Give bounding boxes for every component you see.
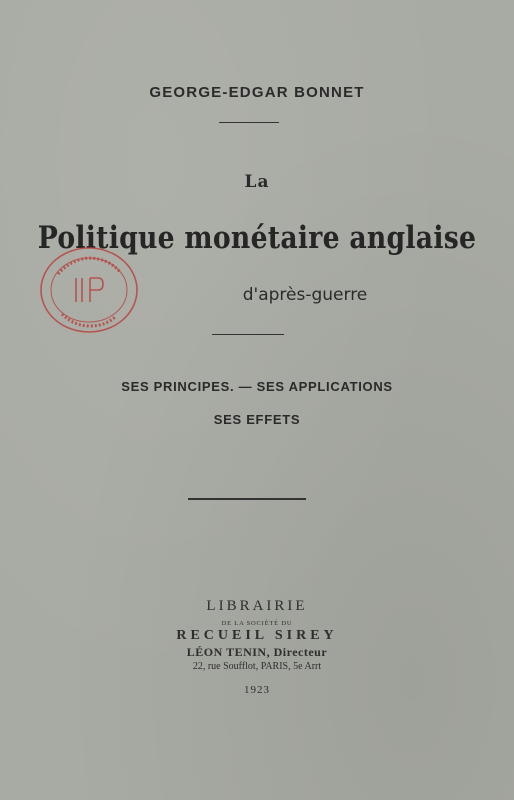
contents-line: SES EFFETS [213,412,301,427]
contents-line: SES PRINCIPES. — SES APPLICATIONS [121,379,393,394]
divider-rule [212,334,284,335]
book-title: Politique monétaire anglaise [37,220,477,256]
divider-rule [188,498,306,500]
publisher-society: DE LA SOCIÉTÉ DU [221,620,293,627]
title-article: La [244,172,270,192]
book-subtitle: d'après-guerre [242,285,368,305]
publisher-address: 22, rue Soufflot, PARIS, 5e Arrt [192,661,322,672]
author-name: GEORGE-EDGAR BONNET [149,84,365,101]
publisher-librairie: LIBRAIRIE [206,598,308,614]
publisher-director: LÉON TENIN, Directeur [186,645,328,659]
divider-rule [219,122,279,123]
library-stamp-icon [38,244,140,336]
publisher-name: RECUEIL SIREY [176,628,338,643]
publication-year: 1923 [244,684,270,696]
